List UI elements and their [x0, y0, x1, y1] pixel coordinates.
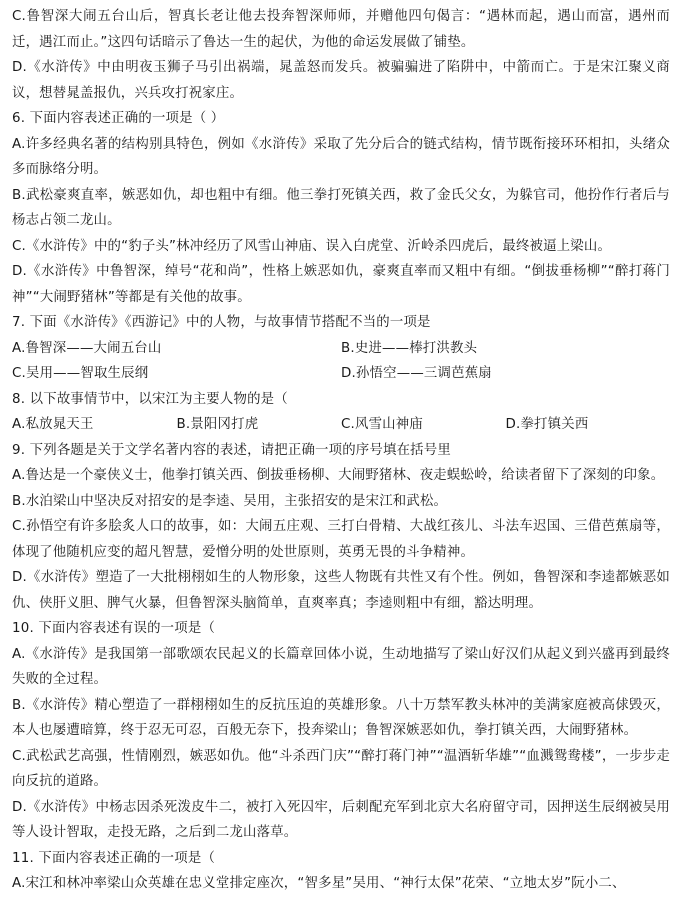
q9-title: 9. 下列各题是关于文学名著内容的表述，请把正确一项的序号填在括号里 [12, 442, 451, 458]
q8-option-a: A.私放晁天王 [12, 417, 94, 432]
q10-option-d: D.《水浒传》中杨志因杀死泼皮牛二，被打入死囚牢，后刺配充军到北京大名府留守司，因押送生辰纲被吴用等人设计智取，走投无路，之后到二龙山落草。 [12, 799, 670, 840]
q7-option-d: D.孙悟空——三调芭蕉扇 [341, 366, 492, 381]
q10-option-c: C.武松武艺高强，性情刚烈，嫉恶如仇。他“斗杀西门庆”“醉打蒋门神”“温酒斩华雄”“血溅鸳鸯楼”，一步步走向反抗的道路。 [12, 748, 670, 789]
q6-option-d: D.《水浒传》中鲁智深，绰号“花和尚”，性格上嫉恶如仇，豪爽直率而又粗中有细。“倒拔垂杨柳”“醉打蒋门神”“大闹野猪林”等都是有关他的故事。 [12, 264, 670, 305]
q6-title: 6. 下面内容表述正确的一项是（ ） [12, 111, 225, 126]
q8-option-b: B.景阳冈打虎 [176, 417, 259, 432]
q8-option-c: C.风雪山神庙 [341, 417, 423, 432]
q5-option-d: D.《水浒传》中由明夜玉狮子马引出祸端，晁盖怒而发兵。被骗骗进了陷阱中，中箭而亡。于是宋江聚义商议，想替晁盖报仇，兴兵攻打祝家庄。 [12, 60, 670, 101]
q10-title: 10. 下面内容表述有误的一项是（ [12, 621, 216, 636]
q7-options-row-1 [12, 336, 670, 362]
q9-option-d: D.《水浒传》塑造了一大批栩栩如生的人物形象，这些人物既有共性又有个性。例如，鲁智深和李逵都嫉恶如仇、侠肝义胆、脾气火暴，但鲁智深头脑简单，直爽率真；李逵则粗中有细，豁达明理。 [12, 570, 670, 611]
q8-options-row [12, 412, 670, 438]
q9-option-b: B.水泊梁山中坚决反对招安的是李逵、吴用，主张招安的是宋江和武松。 [12, 493, 448, 509]
q6-option-a: A.许多经典名著的结构别具特色，例如《水浒传》采取了先分后合的链式结构，情节既衔接环环相扣，头绪众多而脉络分明。 [12, 136, 670, 177]
q11-option-a: A.宋江和林冲率梁山众英雄在忠义堂排定座次，“智多星”吴用、“神行太保”花荣、“立地太岁”阮小二、 [12, 876, 626, 891]
q8-option-d: D.拳打镇关西 [505, 417, 589, 432]
q10-option-a: A.《水浒传》是我国第一部歌颂农民起义的长篇章回体小说，生动地描写了梁山好汉们从起义到兴盛再到最终失败的全过程。 [12, 646, 670, 687]
q7-option-a: A.鲁智深——大闹五台山 [12, 340, 162, 356]
q9-option-a: A.鲁达是一个豪侠义士，他拳打镇关西、倒拔垂杨柳、大闹野猪林、夜走蜈蚣岭，给读者留下了深刻的印象。 [12, 468, 665, 483]
q7-options-row-2 [12, 361, 670, 387]
q7-option-b: B.史进——棒打洪教头 [341, 340, 478, 356]
q8-title: 8. 以下故事情节中，以宋江为主要人物的是（ [12, 391, 288, 407]
q7-option-c: C.吴用——智取生辰纲 [12, 366, 149, 381]
q6-option-c: C.《水浒传》中的“豹子头”林冲经历了风雪山神庙、误入白虎堂、沂岭杀四虎后，最终被逼上梁山。 [12, 238, 612, 254]
q7-title: 7. 下面《水浒传》《西游记》中的人物，与故事情节搭配不当的一项是 [12, 315, 431, 330]
q11-title: 11. 下面内容表述正确的一项是（ [12, 850, 216, 866]
q6-option-b: B.武松豪爽直率，嫉恶如仇，却也粗中有细。他三拳打死镇关西，救了金氏父女，为躲官司，他扮作行者后与杨志占领二龙山。 [12, 187, 670, 228]
q9-option-c: C.孙悟空有许多脍炙人口的故事，如：大闹五庄观、三打白骨精、大战红孩儿、斗法车迟国、三借芭蕉扇等，体现了他随机应变的超凡智慧，爱憎分明的处世原则，英勇无畏的斗争精神。 [12, 519, 670, 560]
q5-option-c: C.鲁智深大闹五台山后，智真长老让他去投奔智深师师，并赠他四句偈言：“遇林而起，遇山而富，遇州而迁，遇江而止。”这四句话暗示了鲁达一生的起伏，为他的命运发展做了铺垫。 [12, 9, 670, 50]
q10-option-b: B.《水浒传》精心塑造了一群栩栩如生的反抗压迫的英雄形象。八十万禁军教头林冲的美满家庭被高俅毁灭，本人也屡遭暗算，终于忍无可忍，百般无奈下，投奔梁山；鲁智深嫉恶如仇，拳打镇关西，大闹野猪林。 [12, 697, 670, 738]
